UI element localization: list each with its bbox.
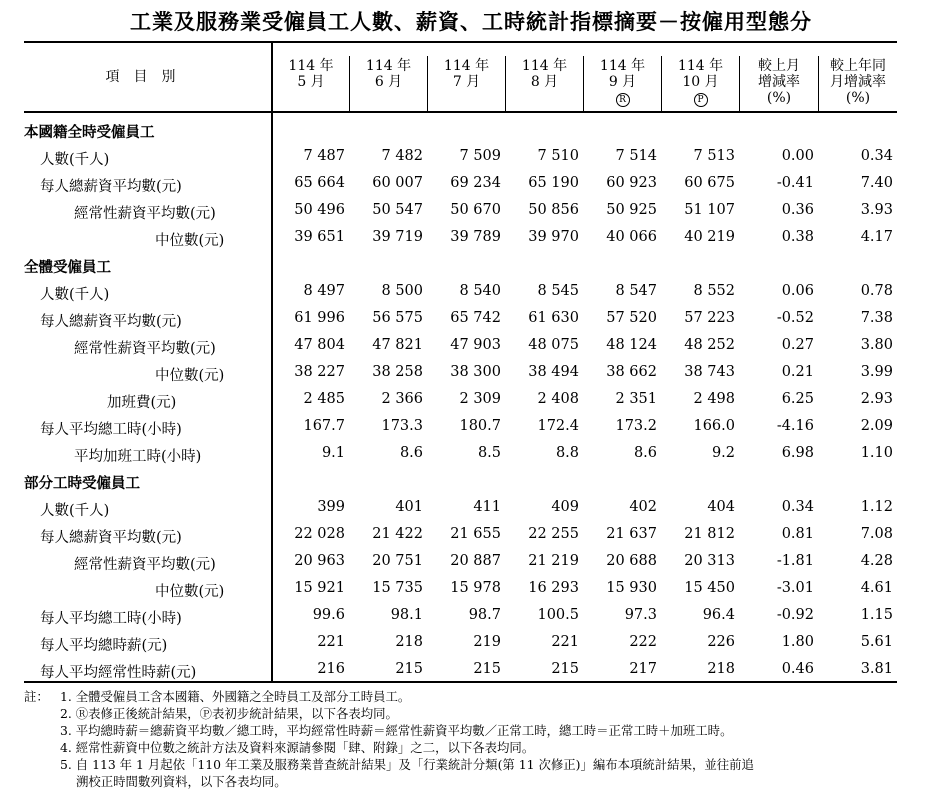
cell-value: 7 487 — [303, 148, 345, 164]
cell-value: 180.7 — [459, 418, 501, 434]
cell-value: 15 735 — [372, 580, 423, 596]
cell-value: 100.5 — [537, 607, 579, 623]
footnote-lead: 註： — [24, 689, 49, 704]
header-col-may: 114 年 5 月 — [288, 58, 334, 90]
cell-value: 48 075 — [528, 337, 579, 353]
page-title: 工業及服務業受僱員工人數、薪資、工時統計指標摘要－按僱用型態分 — [130, 9, 812, 34]
section-header-row — [24, 251, 897, 278]
row-label: 人數(千人) — [40, 503, 110, 519]
cell-value: 2.93 — [860, 391, 893, 407]
cell-value: 20 887 — [450, 553, 501, 569]
cell-value: -1.81 — [776, 553, 814, 569]
cell-value: 167.7 — [303, 418, 345, 434]
table-row — [24, 143, 897, 170]
cell-value: 61 996 — [294, 310, 345, 326]
table-row — [24, 305, 897, 332]
table-row — [24, 602, 897, 629]
row-label: 人數(千人) — [40, 152, 110, 168]
cell-value: 221 — [317, 634, 345, 650]
table-row — [24, 521, 897, 548]
row-label: 每人平均總工時(小時) — [40, 422, 182, 438]
row-label: 每人平均總工時(小時) — [40, 611, 182, 627]
row-label: 全體受僱員工 — [24, 259, 111, 276]
cell-value: 39 789 — [450, 229, 501, 245]
header-item-label: 項目別 — [105, 69, 190, 85]
header-col-sep: 114 年 9 月 R — [599, 58, 646, 105]
cell-value: 409 — [551, 499, 579, 515]
cell-value: 2 351 — [615, 391, 657, 407]
cell-value: -0.41 — [776, 175, 814, 191]
cell-value: 38 227 — [294, 364, 345, 380]
cell-value: 4.17 — [860, 229, 893, 245]
cell-value: 0.06 — [781, 283, 814, 299]
cell-value: 16 293 — [528, 580, 579, 596]
cell-value: 21 219 — [528, 553, 579, 569]
cell-value: 8 547 — [615, 283, 657, 299]
cell-value: 60 675 — [684, 175, 735, 191]
cell-value: 39 651 — [294, 229, 345, 245]
cell-value: 7 509 — [459, 148, 501, 164]
header-bottom-rule — [24, 111, 897, 113]
cell-value: 7 514 — [615, 148, 657, 164]
cell-value: 51 107 — [684, 202, 735, 218]
cell-value: 20 688 — [606, 553, 657, 569]
cell-value: 3.93 — [860, 202, 893, 218]
row-label: 經常性薪資平均數(元) — [74, 341, 216, 357]
cell-value: 2.09 — [860, 418, 893, 434]
cell-value: 38 300 — [450, 364, 501, 380]
cell-value: 218 — [707, 661, 735, 677]
cell-value: 8 497 — [303, 283, 345, 299]
cell-value: 61 630 — [528, 310, 579, 326]
row-label: 本國籍全時受僱員工 — [24, 124, 155, 141]
cell-value: 1.80 — [781, 634, 814, 650]
table-row — [24, 440, 897, 467]
row-label: 經常性薪資平均數(元) — [74, 557, 216, 573]
cell-value: 20 751 — [372, 553, 423, 569]
cell-value: 15 978 — [450, 580, 501, 596]
cell-value: 7.40 — [860, 175, 893, 191]
cell-value: -0.52 — [776, 310, 814, 326]
cell-value: 40 066 — [606, 229, 657, 245]
cell-value: 172.4 — [537, 418, 579, 434]
cell-value: 47 821 — [372, 337, 423, 353]
section-header-row — [24, 467, 897, 494]
cell-value: 0.27 — [781, 337, 814, 353]
cell-value: 6.25 — [781, 391, 814, 407]
cell-value: 48 124 — [606, 337, 657, 353]
cell-value: 2 408 — [537, 391, 579, 407]
cell-value: 38 494 — [528, 364, 579, 380]
cell-value: 401 — [395, 499, 423, 515]
cell-value: 9.2 — [711, 445, 735, 461]
cell-value: 2 498 — [693, 391, 735, 407]
header-col-mom: 較上月 增減率 (%) — [758, 58, 800, 106]
cell-value: 48 252 — [684, 337, 735, 353]
cell-value: 0.36 — [781, 202, 814, 218]
table-row — [24, 197, 897, 224]
cell-value: 99.6 — [312, 607, 345, 623]
cell-value: 57 520 — [606, 310, 657, 326]
cell-value: 50 925 — [606, 202, 657, 218]
cell-value: 50 856 — [528, 202, 579, 218]
cell-value: 38 743 — [684, 364, 735, 380]
cell-value: 0.78 — [860, 283, 893, 299]
cell-value: 50 670 — [450, 202, 501, 218]
preliminary-mark-icon: P — [694, 93, 708, 107]
cell-value: 399 — [317, 499, 345, 515]
cell-value: 3.80 — [860, 337, 893, 353]
row-label: 中位數(元) — [155, 233, 225, 249]
cell-value: 8 545 — [537, 283, 579, 299]
cell-value: 7.38 — [860, 310, 893, 326]
cell-value: 0.21 — [781, 364, 814, 380]
cell-value: 2 366 — [381, 391, 423, 407]
cell-value: 38 258 — [372, 364, 423, 380]
cell-value: 8.6 — [399, 445, 423, 461]
cell-value: 8.6 — [633, 445, 657, 461]
table-row — [24, 359, 897, 386]
cell-value: 7 510 — [537, 148, 579, 164]
cell-value: 39 970 — [528, 229, 579, 245]
row-label: 每人總薪資平均數(元) — [40, 179, 182, 195]
cell-value: 38 662 — [606, 364, 657, 380]
footnote: 註： 1. 全體受僱員工含本國籍、外國籍之全時員工及部分工時員工。 — [24, 689, 411, 704]
cell-value: -0.92 — [776, 607, 814, 623]
cell-value: 69 234 — [450, 175, 501, 191]
cell-value: 60 923 — [606, 175, 657, 191]
row-label: 每人總薪資平均數(元) — [40, 314, 182, 330]
cell-value: 217 — [629, 661, 657, 677]
cell-value: 222 — [629, 634, 657, 650]
cell-value: 15 450 — [684, 580, 735, 596]
cell-value: 98.1 — [390, 607, 423, 623]
cell-value: 7.08 — [860, 526, 893, 542]
footnote: 4. 經常性薪資中位數之統計方法及資料來源請參閱「肆、附錄」之二，以下各表均同。 — [60, 740, 535, 755]
table-row — [24, 224, 897, 251]
section-header-row — [24, 116, 897, 143]
cell-value: 5.61 — [860, 634, 893, 650]
cell-value: 65 742 — [450, 310, 501, 326]
row-label: 中位數(元) — [155, 584, 225, 600]
table-top-rule — [24, 41, 897, 43]
cell-value: 0.34 — [781, 499, 814, 515]
cell-value: 2 485 — [303, 391, 345, 407]
cell-value: 166.0 — [693, 418, 735, 434]
cell-value: 65 190 — [528, 175, 579, 191]
footnote: 5. 自 113 年 1 月起依「110 年工業及服務業普查統計結果」及「行業統計分類(第 11 次修正)」編布本項統計結果，並往前追 — [60, 757, 754, 772]
cell-value: 20 313 — [684, 553, 735, 569]
row-label: 部分工時受僱員工 — [24, 475, 140, 492]
cell-value: 22 255 — [528, 526, 579, 542]
cell-value: 0.38 — [781, 229, 814, 245]
cell-value: 173.2 — [615, 418, 657, 434]
cell-value: 173.3 — [381, 418, 423, 434]
cell-value: 60 007 — [372, 175, 423, 191]
cell-value: 56 575 — [372, 310, 423, 326]
header-col-oct: 114 年 10 月 P — [677, 58, 724, 105]
table-row — [24, 278, 897, 305]
cell-value: 219 — [473, 634, 501, 650]
table-row — [24, 332, 897, 359]
cell-value: 47 804 — [294, 337, 345, 353]
cell-value: 215 — [395, 661, 423, 677]
row-label: 每人總薪資平均數(元) — [40, 530, 182, 546]
table-row — [24, 386, 897, 413]
table-row — [24, 656, 897, 683]
cell-value: 6.98 — [781, 445, 814, 461]
cell-value: 8 540 — [459, 283, 501, 299]
cell-value: 50 496 — [294, 202, 345, 218]
cell-value: 215 — [473, 661, 501, 677]
cell-value: 3.81 — [860, 661, 893, 677]
cell-value: 21 655 — [450, 526, 501, 542]
cell-value: 9.1 — [321, 445, 345, 461]
cell-value: 226 — [707, 634, 735, 650]
cell-value: 96.4 — [702, 607, 735, 623]
cell-value: 2 309 — [459, 391, 501, 407]
cell-value: 21 422 — [372, 526, 423, 542]
cell-value: 1.10 — [860, 445, 893, 461]
table-row — [24, 170, 897, 197]
statistics-table — [24, 41, 897, 683]
cell-value: 411 — [473, 499, 501, 515]
cell-value: 57 223 — [684, 310, 735, 326]
cell-value: 3.99 — [860, 364, 893, 380]
cell-value: 15 921 — [294, 580, 345, 596]
table-row — [24, 548, 897, 575]
row-label: 人數(千人) — [40, 287, 110, 303]
cell-value: 0.46 — [781, 661, 814, 677]
header-col-jun: 114 年 6 月 — [365, 58, 412, 90]
cell-value: 0.34 — [860, 148, 893, 164]
cell-value: 15 930 — [606, 580, 657, 596]
cell-value: 20 963 — [294, 553, 345, 569]
revised-mark-icon: R — [616, 93, 630, 107]
cell-value: 8.8 — [555, 445, 579, 461]
cell-value: 8 552 — [693, 283, 735, 299]
row-label: 中位數(元) — [155, 368, 225, 384]
cell-value: 50 547 — [372, 202, 423, 218]
footnote: 2. Ⓡ表修正後統計結果，Ⓟ表初步統計結果，以下各表均同。 — [60, 706, 398, 721]
row-label: 每人平均經常性時薪(元) — [40, 665, 197, 681]
cell-value: 7 513 — [693, 148, 735, 164]
row-label: 經常性薪資平均數(元) — [74, 206, 216, 222]
cell-value: 218 — [395, 634, 423, 650]
header-col-aug: 114 年 8 月 — [521, 58, 568, 90]
cell-value: 98.7 — [468, 607, 501, 623]
cell-value: -4.16 — [776, 418, 814, 434]
cell-value: 40 219 — [684, 229, 735, 245]
cell-value: 65 664 — [294, 175, 345, 191]
cell-value: 0.00 — [781, 148, 814, 164]
cell-value: 215 — [551, 661, 579, 677]
cell-value: -3.01 — [776, 580, 814, 596]
table-row — [24, 413, 897, 440]
cell-value: 47 903 — [450, 337, 501, 353]
cell-value: 4.28 — [860, 553, 893, 569]
cell-value: 1.12 — [860, 499, 893, 515]
cell-value: 21 637 — [606, 526, 657, 542]
row-label: 平均加班工時(小時) — [74, 449, 202, 465]
cell-value: 0.81 — [781, 526, 814, 542]
cell-value: 4.61 — [860, 580, 893, 596]
cell-value: 1.15 — [860, 607, 893, 623]
row-label: 加班費(元) — [107, 395, 177, 411]
cell-value: 221 — [551, 634, 579, 650]
table-row — [24, 494, 897, 521]
footnote: 溯校正時間數列資料，以下各表均同。 — [76, 774, 287, 789]
cell-value: 8.5 — [477, 445, 501, 461]
header-col-yoy: 較上年同 月增減率 (%) — [830, 58, 886, 106]
cell-value: 21 812 — [684, 526, 735, 542]
footnotes — [24, 688, 939, 790]
table-row — [24, 575, 897, 602]
header-col-jul: 114 年 7 月 — [443, 58, 490, 90]
footnote: 3. 平均總時薪＝總薪資平均數／總工時，平均經常性時薪＝經常性薪資平均數／正常工時，總工時＝正常工時＋加班工時。 — [60, 723, 733, 738]
cell-value: 97.3 — [624, 607, 657, 623]
table-row — [24, 629, 897, 656]
cell-value: 7 482 — [381, 148, 423, 164]
cell-value: 8 500 — [381, 283, 423, 299]
cell-value: 216 — [317, 661, 345, 677]
cell-value: 404 — [707, 499, 735, 515]
cell-value: 39 719 — [372, 229, 423, 245]
cell-value: 402 — [629, 499, 657, 515]
cell-value: 22 028 — [294, 526, 345, 542]
row-label: 每人平均總時薪(元) — [40, 638, 168, 654]
